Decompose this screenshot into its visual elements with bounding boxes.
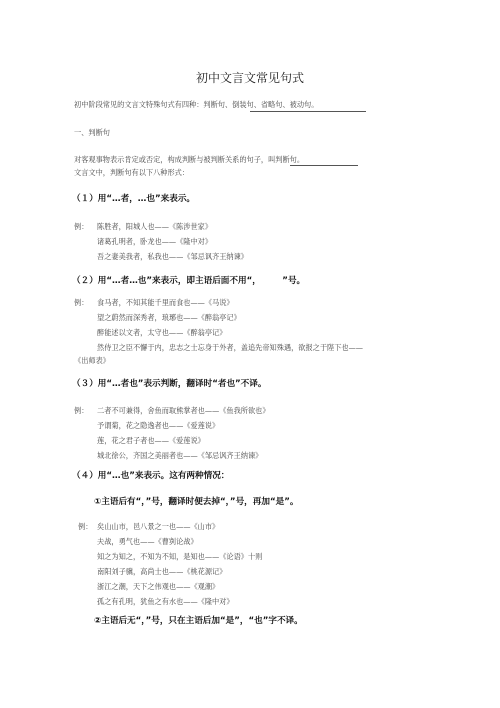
form-4-heading: （４）用“…也”来表示。这有两种情况： [72, 471, 230, 481]
example-line: 诸葛孔明者，卧龙也——《隆中对》 [97, 237, 213, 246]
underline [290, 165, 358, 166]
example-label: 例： [74, 222, 89, 231]
example-label: 例： [74, 406, 89, 415]
example-line: 陈胜者，阳城人也——《陈涉世家》 [97, 222, 213, 231]
section-heading: 一、判断句 [74, 128, 110, 137]
example-line: 食马者，不知其能千里而食也——《马说》 [97, 298, 234, 307]
example-line: 望之蔚然而深秀者，琅琊也——《醉翁亭记》 [97, 313, 241, 322]
forms-intro: 文言文中，判断句有以下八种形式： [74, 168, 190, 177]
definition-text: 对客观事物表示肯定或否定，构成判断与被判断关系的句子，叫判断句。 [74, 155, 305, 164]
example-line: 南阳刘子骥，高尚士也——《桃花源记》 [97, 567, 227, 576]
example-line: 二者不可兼得，舍鱼而取熊掌者也——《鱼我所欲也》 [97, 406, 270, 415]
example-line: 浙江之潮，天下之伟观也——《观潮》 [97, 582, 220, 591]
example-line: 醉能述以文者，太守也——《醉翁亭记》 [97, 328, 227, 337]
example-line: 城北徐公，齐国之美丽者也——《邹忌讽齐王纳谏》 [97, 451, 263, 460]
form-2-heading: （２）用“…者…也”来表示，即主语后面不用“， ”号。 [72, 276, 306, 286]
case-2-heading: ②主语后无“，”号，只在主语后加“是”，“也”字不译。 [94, 616, 303, 626]
example-line: 然侍卫之臣不懈于内，忠志之士忘身于外者，盖追先帝知殊遇，欲报之于陛下也—— [97, 343, 363, 352]
form-1-heading: （１）用“…者，…也”来表示。 [72, 194, 196, 204]
example-line: 吾之妻美我者，私我也——《邹忌讽齐王纳谏》 [97, 252, 248, 261]
example-label: 例： [74, 298, 89, 307]
example-line: 夫战，勇气也——《曹刿论战》 [97, 537, 198, 546]
form-3-heading: （３）用“…者也”表示判断，翻译时“者也”不译。 [72, 379, 267, 389]
example-line: 矣山山市，邑八景之一也——《山市》 [97, 522, 220, 531]
example-line: 孤之有孔明，犹鱼之有水也——《隆中对》 [97, 597, 234, 606]
example-line: 予谓菊，花之隐逸者也——《爱莲说》 [97, 421, 220, 430]
intro-text: 初中阶段常见的文言文特殊句式有四种：判断句、倒装句、省略句、被动句。 [74, 100, 319, 109]
underline [250, 111, 366, 112]
case-1-heading: ①主语后有“，”号，翻译时便去掉“，”号，再加“是”。 [94, 497, 299, 507]
page-title: 初中文言文常见句式 [195, 71, 304, 85]
example-label: 例： [78, 522, 93, 531]
example-line: 莲，花之君子者也——《爱莲说》 [97, 436, 205, 445]
example-line: 《出师表》 [74, 356, 110, 365]
example-line: 知之为知之，不知为不知，是知也——《论语》十则 [97, 552, 263, 561]
